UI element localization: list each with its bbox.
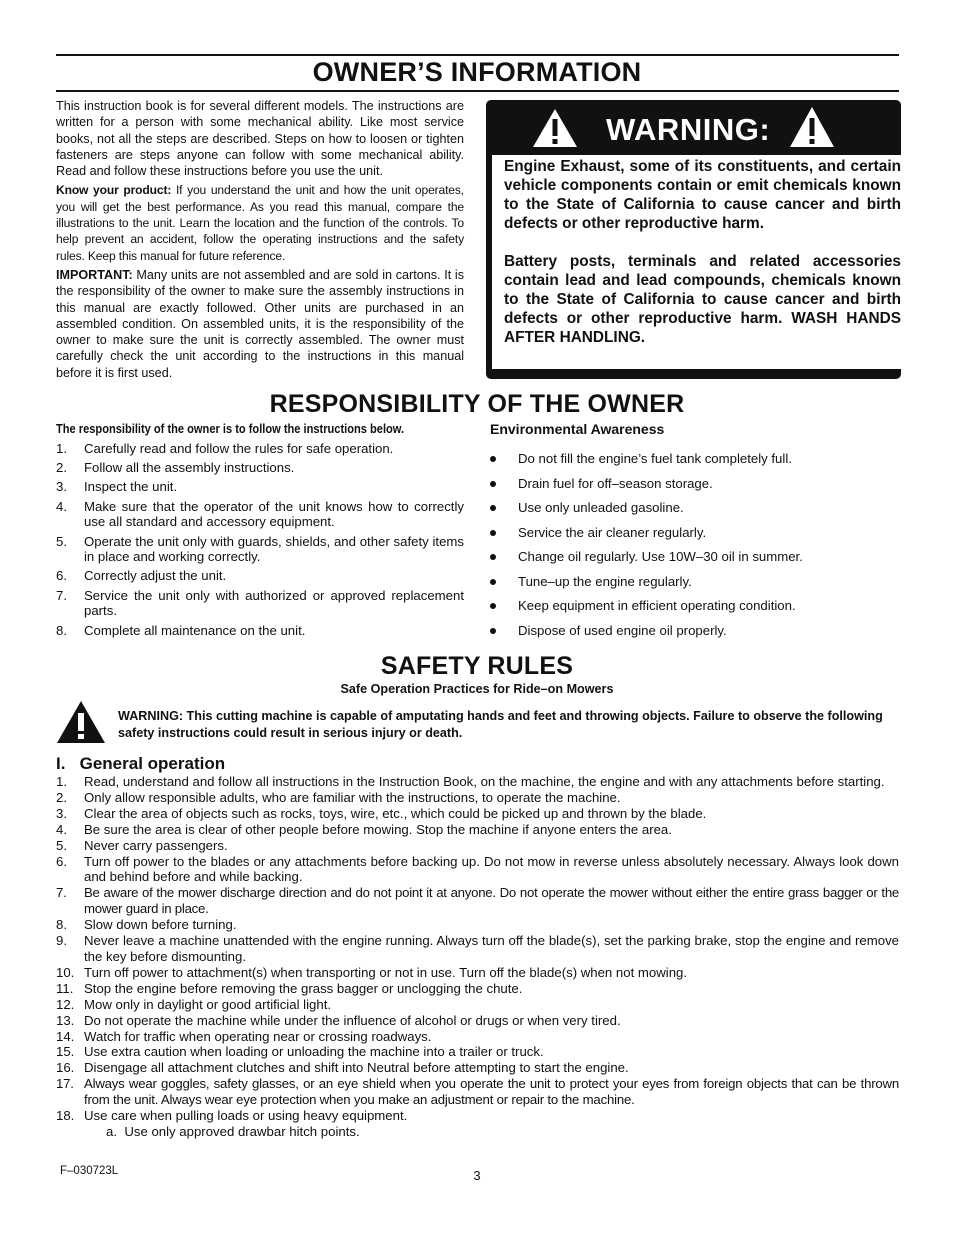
warning-triangle-icon — [56, 700, 106, 744]
safety-rules-title: SAFETY RULES — [380, 652, 574, 680]
list-item: 6. Correctly adjust the unit. — [56, 568, 227, 584]
safety-subtitle: Safe Operation Practices for Ride–on Mowers — [340, 682, 614, 696]
list-item: 12. Mow only in daylight or good artificial light. — [56, 996, 332, 1012]
bullet-icon — [490, 554, 496, 560]
general-operation-list — [56, 774, 899, 1140]
top-rule — [56, 54, 899, 56]
list-item: Dispose of used engine oil properly. — [486, 623, 896, 648]
california-warning-box — [486, 100, 901, 379]
warning-triangle-icon — [532, 108, 578, 148]
bullet-icon — [490, 505, 496, 511]
responsibility-list — [56, 441, 464, 638]
list-item: Do not fill the engine’s fuel tank completely full. — [486, 451, 896, 476]
list-item: Drain fuel for off–season storage. — [486, 476, 896, 501]
sub-list-item: a. Use only approved drawbar hitch points. — [106, 1123, 360, 1139]
bullet-icon — [490, 579, 496, 585]
bullet-icon — [490, 456, 496, 462]
important-text: Many units are not assembled and are sold in cartons. It is the responsibility of the owner to make sure the assembly instructions in this manual are exactly followed. Other units are purchased in an assembled condition. On assembled units, it is the responsibility of the owner to make sure the unit is correctly assembled. The owner must carefully check the unit according to the instructions in this manual before it is first used. — [56, 267, 464, 380]
list-item: 16. Disengage all attachment clutches and shift into Neutral before attempting to start the engine. — [56, 1060, 629, 1076]
list-item: 1. Read, understand and follow all instructions in the Instruction Book, on the machine, the engine and with any attachments before starting. — [56, 774, 885, 789]
know-product-paragraph — [56, 182, 464, 263]
exhaust-warning-text: Engine Exhaust, some of its constituents, and certain vehicle components contain or emit chemicals known to the State of California to cause cancer and birth defects or other reproductive harm. — [504, 158, 901, 232]
intro-paragraph: This instruction book is for several different models. The instructions are written for a person with some mechanical ability. Like most service books, not all the steps are described. Steps on how to loosen or tighten fasteners are steps anyone can follow with some mechanical ability. Read and follow these instructions before you use the unit. — [56, 99, 464, 179]
important-paragraph — [56, 267, 464, 381]
list-item: 7. Service the unit only with authorized or approved replacement parts. — [56, 587, 464, 619]
list-item: 4. Make sure that the operator of the unit knows how to correctly use all standard and accessory equipment. — [56, 498, 464, 530]
list-item: 5. Operate the unit only with guards, shields, and other safety items in place and working correctly. — [56, 533, 464, 565]
environmental-awareness-title: Environmental Awareness — [490, 421, 665, 437]
environmental-list — [486, 451, 896, 647]
know-product-label: Know your product: — [56, 183, 172, 198]
list-item: 15. Use extra caution when loading or unloading the machine into a trailer or truck. — [56, 1044, 544, 1060]
general-operation-heading: I. General operation — [56, 754, 226, 773]
bullet-icon — [490, 530, 496, 536]
list-item: 8. Slow down before turning. — [56, 917, 237, 933]
list-item: 2. Follow all the assembly instructions. — [56, 460, 295, 476]
list-item: 13. Do not operate the machine while under the influence of alcohol or drugs or when very tired. — [56, 1012, 621, 1028]
list-item: Change oil regularly. Use 10W–30 oil in summer. — [486, 549, 896, 574]
list-item: 11. Stop the engine before removing the grass bagger or unclogging the chute. — [56, 980, 523, 996]
list-item: 9. Never leave a machine unattended with the engine running. Always turn off the blade(s), set the parking brake, stop the engine and remove the key before dismounting. — [56, 933, 899, 964]
list-item: 8. Complete all maintenance on the unit. — [56, 622, 306, 638]
know-product-text: If you understand the unit and how the unit operates, you will get the best performance. As you read this manual, compare the illustrations to the unit. Learn the location and the function of the controls. To help prevent an accident, follow the operating instructions and the safety rules. Keep this manual for future reference. — [56, 183, 464, 263]
list-item: 2. Only allow responsible adults, who are familiar with the instructions, to operate the machine. — [56, 789, 621, 805]
page-number: 3 — [473, 1168, 481, 1183]
owners-info-text — [56, 98, 464, 384]
important-label: IMPORTANT: — [56, 267, 133, 282]
responsibility-intro: The responsibility of the owner is to follow the instructions below. — [56, 422, 405, 436]
warning-triangle-icon — [789, 106, 835, 148]
list-item: 1. Carefully read and follow the rules for safe operation. — [56, 441, 394, 456]
list-item: 6. Turn off power to the blades or any attachments before backing up. Do not mow in reverse unless absolutely necessary. Always look down and behind before and while backing. — [56, 853, 899, 885]
responsibility-title: RESPONSIBILITY OF THE OWNER — [269, 390, 685, 418]
document-code: F–030723L — [60, 1165, 119, 1177]
warning-body — [492, 155, 907, 369]
warning-header — [486, 108, 901, 152]
list-item: Tune–up the engine regularly. — [486, 574, 896, 599]
list-item: 7. Be aware of the mower discharge direction and do not point it at anyone. Do not operate the mower without either the entire grass bagger or the mower guard in place. — [56, 885, 899, 917]
list-item: 4. Be sure the area is clear of other people before mowing. Stop the machine if anyone enters the area. — [56, 821, 672, 837]
bullet-icon — [490, 603, 496, 609]
title-rule — [56, 90, 899, 92]
owners-info-title: OWNER’S INFORMATION — [312, 57, 642, 87]
list-item: 3. Clear the area of objects such as rocks, toys, wire, etc., which could be picked up and thrown by the blade. — [56, 805, 707, 821]
list-item: Service the air cleaner regularly. — [486, 525, 896, 550]
bullet-icon — [490, 481, 496, 487]
list-item: Use only unleaded gasoline. — [486, 500, 896, 525]
safety-warning-text: WARNING: This cutting machine is capable of amputating hands and feet and throwing objects. Failure to observe the following safety instructions could result in serious injury or death. — [118, 709, 883, 740]
list-item: 18. Use care when pulling loads or using heavy equipment. — [56, 1108, 408, 1124]
list-item: 10. Turn off power to attachment(s) when transporting or not in use. Turn off the blade(s) when not mowing. — [56, 964, 688, 980]
bullet-icon — [490, 628, 496, 634]
list-item: 3. Inspect the unit. — [56, 479, 178, 495]
list-item: 14. Watch for traffic when operating near or crossing roadways. — [56, 1028, 432, 1044]
list-item: 17. Always wear goggles, safety glasses, or an eye shield when you operate the unit to protect your eyes from foreign objects that can be thrown from the unit. Always wear eye protection when you make an adjustment or repair to the machine. — [56, 1076, 899, 1108]
list-item: 5. Never carry passengers. — [56, 837, 228, 853]
warning-heading: WARNING: — [606, 112, 771, 147]
battery-warning-text: Battery posts, terminals and related accessories contain lead and lead compounds, chemicals known to the State of California to cause cancer and birth defects or other reproductive harm. WASH HANDS AFTER HANDLING. — [504, 253, 901, 346]
list-item: Keep equipment in efficient operating condition. — [486, 598, 896, 623]
